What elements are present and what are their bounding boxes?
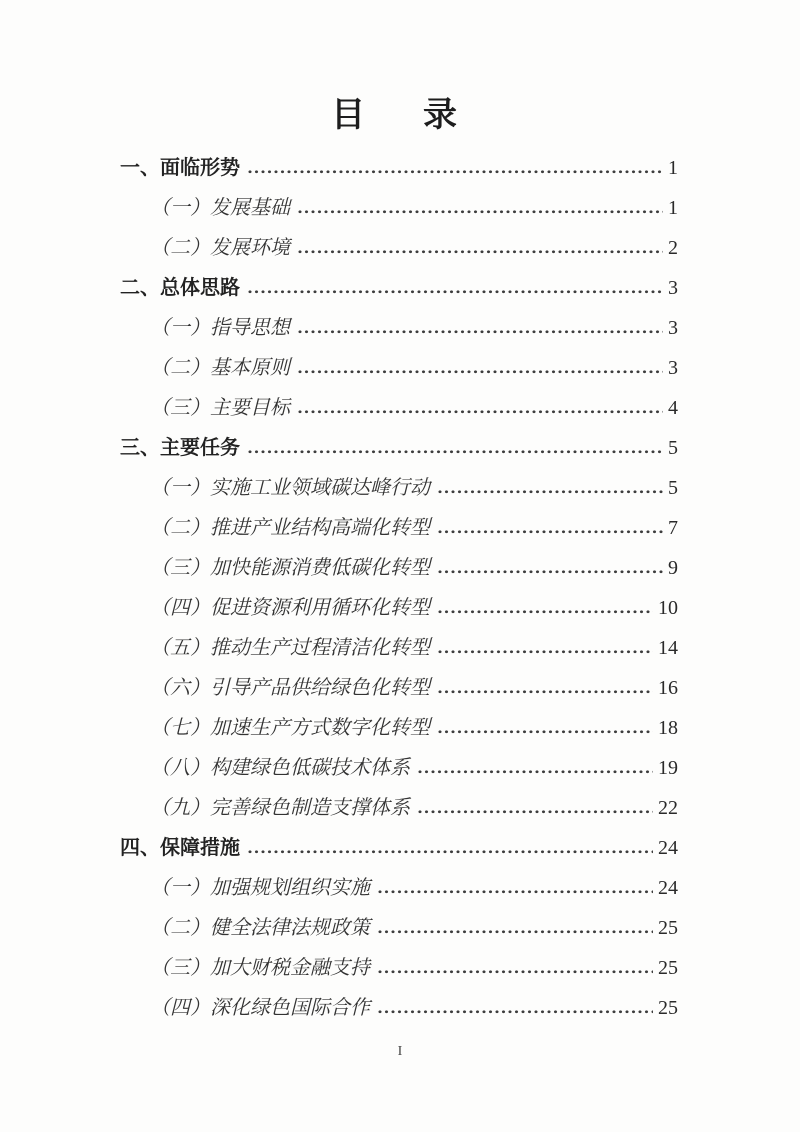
toc-entry-label: （九）完善绿色制造支撑体系 bbox=[150, 795, 410, 819]
toc-entry bbox=[0, 744, 800, 784]
toc-entry-label: 三、主要任务 bbox=[120, 437, 240, 459]
toc-entry bbox=[0, 944, 800, 984]
toc-entry-label: （三）加大财税金融支持 bbox=[150, 955, 370, 979]
toc-dot-leader bbox=[297, 344, 663, 374]
toc-dot-leader bbox=[437, 664, 653, 694]
toc-entry-label: （八）构建绿色低碳技术体系 bbox=[150, 755, 410, 779]
toc-entry-page-number: 3 bbox=[668, 317, 678, 339]
toc-entry bbox=[0, 704, 800, 744]
toc-entry bbox=[0, 264, 800, 304]
toc-entry-label: （一）实施工业领域碳达峰行动 bbox=[150, 475, 430, 499]
toc-entry-label: 一、面临形势 bbox=[120, 157, 240, 179]
toc-entry-page-number: 24 bbox=[658, 837, 678, 859]
toc-entry-page-number: 2 bbox=[668, 237, 678, 259]
toc-entry bbox=[0, 504, 800, 544]
toc-entry-page-number: 3 bbox=[668, 357, 678, 379]
toc-entry bbox=[0, 784, 800, 824]
toc-entry-label: （二）推进产业结构高端化转型 bbox=[150, 515, 430, 539]
toc-entry-label: （五）推动生产过程清洁化转型 bbox=[150, 635, 430, 659]
toc-entry-label: （一）指导思想 bbox=[150, 315, 290, 339]
toc-entry-label: （四）促进资源利用循环化转型 bbox=[150, 595, 430, 619]
toc-dot-leader bbox=[297, 304, 663, 334]
toc-dot-leader bbox=[437, 704, 653, 734]
toc-entry-label: （一）发展基础 bbox=[150, 195, 290, 219]
toc-dot-leader bbox=[437, 544, 663, 574]
toc-entry-page-number: 9 bbox=[668, 557, 678, 579]
toc-entry-label: （六）引导产品供给绿色化转型 bbox=[150, 675, 430, 699]
footer-page-number: I bbox=[397, 1044, 403, 1059]
toc-dot-leader bbox=[437, 624, 653, 654]
toc-dot-leader bbox=[437, 464, 663, 494]
toc-entry-page-number: 25 bbox=[658, 917, 678, 939]
toc-entry-page-number: 10 bbox=[658, 597, 678, 619]
toc-dot-leader bbox=[377, 864, 653, 894]
toc-entry-page-number: 4 bbox=[668, 397, 678, 419]
toc-entry bbox=[0, 184, 800, 224]
page-title: 目 录 bbox=[331, 97, 469, 134]
toc-dot-leader bbox=[247, 424, 663, 454]
toc-entry-page-number: 5 bbox=[668, 477, 678, 499]
toc-dot-leader bbox=[417, 784, 653, 814]
toc-entry bbox=[0, 224, 800, 264]
toc-dot-leader bbox=[377, 904, 653, 934]
toc-entry-page-number: 14 bbox=[658, 637, 678, 659]
toc-dot-leader bbox=[377, 984, 653, 1014]
toc-entry-label: （二）健全法律法规政策 bbox=[150, 915, 370, 939]
toc-entry bbox=[0, 624, 800, 664]
toc-dot-leader bbox=[297, 224, 663, 254]
toc-entry-label: （二）发展环境 bbox=[150, 235, 290, 259]
toc-entry-page-number: 19 bbox=[658, 757, 678, 779]
toc-entry-label: （三）加快能源消费低碳化转型 bbox=[150, 555, 430, 579]
toc-entry bbox=[0, 664, 800, 704]
toc-entry bbox=[0, 904, 800, 944]
toc-entry-label: 二、总体思路 bbox=[120, 277, 240, 299]
toc-entry-page-number: 18 bbox=[658, 717, 678, 739]
toc-entry bbox=[0, 584, 800, 624]
toc-entry bbox=[0, 464, 800, 504]
toc-entry-label: 四、保障措施 bbox=[120, 837, 240, 859]
toc-entry-page-number: 16 bbox=[658, 677, 678, 699]
toc-entry-page-number: 1 bbox=[668, 157, 678, 179]
toc-entry-page-number: 1 bbox=[668, 197, 678, 219]
toc-entry bbox=[0, 424, 800, 464]
toc-entry-page-number: 24 bbox=[658, 877, 678, 899]
toc-dot-leader bbox=[247, 144, 663, 174]
toc-entry bbox=[0, 384, 800, 424]
toc-entry-page-number: 22 bbox=[658, 797, 678, 819]
toc-dot-leader bbox=[377, 944, 653, 974]
toc-entry bbox=[0, 824, 800, 864]
toc-list bbox=[0, 144, 800, 1024]
toc-dot-leader bbox=[297, 184, 663, 214]
toc-entry-page-number: 3 bbox=[668, 277, 678, 299]
toc-entry-label: （七）加速生产方式数字化转型 bbox=[150, 715, 430, 739]
toc-entry bbox=[0, 984, 800, 1024]
toc-entry-label: （三）主要目标 bbox=[150, 395, 290, 419]
toc-entry bbox=[0, 304, 800, 344]
toc-entry-label: （二）基本原则 bbox=[150, 355, 290, 379]
toc-dot-leader bbox=[247, 264, 663, 294]
toc-entry-page-number: 25 bbox=[658, 957, 678, 979]
toc-entry-page-number: 5 bbox=[668, 437, 678, 459]
toc-dot-leader bbox=[297, 384, 663, 414]
toc-entry bbox=[0, 864, 800, 904]
toc-entry-label: （四）深化绿色国际合作 bbox=[150, 995, 370, 1019]
toc-entry-page-number: 25 bbox=[658, 997, 678, 1019]
toc-dot-leader bbox=[437, 584, 653, 614]
toc-dot-leader bbox=[417, 744, 653, 774]
toc-dot-leader bbox=[247, 824, 653, 854]
toc-entry-label: （一）加强规划组织实施 bbox=[150, 875, 370, 899]
toc-entry-page-number: 7 bbox=[668, 517, 678, 539]
toc-entry bbox=[0, 544, 800, 584]
toc-entry bbox=[0, 344, 800, 384]
toc-entry bbox=[0, 144, 800, 184]
toc-dot-leader bbox=[437, 504, 663, 534]
